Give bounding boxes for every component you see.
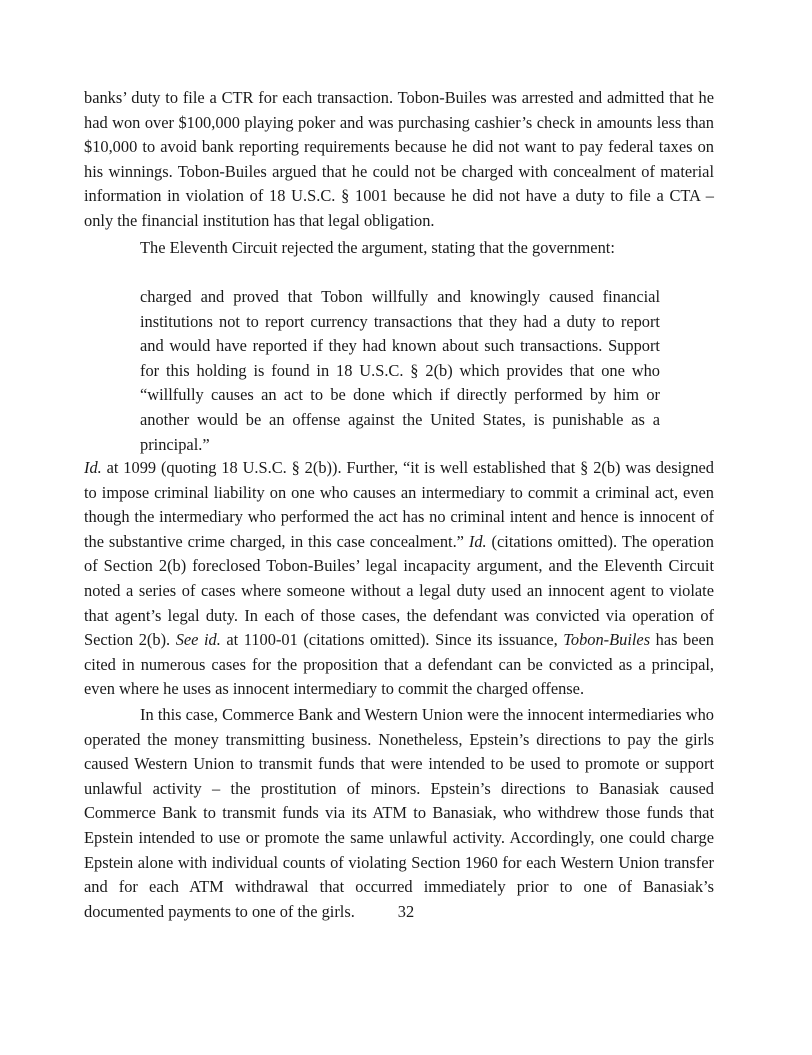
paragraph-section-2b-analysis [84,456,714,702]
paragraph-commerce-bank-western-union: In this case, Commerce Bank and Western Union were the innocent intermediaries who operated the money transmitting business. Nonetheless, Epstein’s directions to pay the girls caused Western Union to transmit funds that were intended to be used to promote or support unlawful activity – the prostitution of minors. Epstein’s directions to Banasiak caused Commerce Bank to transmit funds via its ATM to Banasiak, who withdrew those funds that Epstein intended to use or promote the same unlawful activity. Accordingly, one could charge Epstein alone with individual counts of violating Section 1960 for each Western Union transfer and for each ATM withdrawal that occurred immediately prior to one of Banasiak’s documented payments to one of the girls. [84,705,714,921]
block-quote: charged and proved that Tobon willfully and knowingly caused financial institutions not to report currency transactions that they had a duty to report and would have reported if they had known about such transactions. Support for this holding is found in 18 U.S.C. § 2(b) which provides that one who “willfully causes an act to be done which if directly performed by him or another would be an offense against the United States, is punishable as a principal.” [140,287,660,454]
citation-id-2: Id. [468,531,487,551]
page-number: 32 [397,902,415,921]
citation-id-1: Id. [84,458,102,477]
analysis-text-4: has been cited in numerous cases for the proposition that a defendant can be convicted as a principal, even where he uses as innocent intermediary to commit the charged offense. [84,630,714,699]
analysis-text-3: at 1100-01 (citations omitted). Since its issuance, [220,630,564,650]
citation-see-id: See id. [175,630,221,650]
case-name: Tobon-Builes [563,630,651,650]
paragraph-tobon-builes-facts: banks’ duty to file a CTR for each transaction. Tobon-Builes was arrested and admitted that he had won over $100,000 playing poker and was purchasing cashier’s check in amounts less than $10,000 to avoid bank reporting requirements because he did not want to pay federal taxes on his winnings. Tobon-Builes argued that he could not be charged with concealment of material information in violation of 18 U.S.C. § 1001 because he did not have a duty to file a CTA – only the financial institution has that legal obligation. [84,88,714,230]
paragraph-eleventh-circuit-intro: The Eleventh Circuit rejected the argument, stating that the government: [140,238,615,257]
analysis-text-2: (citations omitted). The operation of Section 2(b) foreclosed Tobon-Builes’ legal incapacity argument, and the Eleventh Circuit noted a series of cases where someone without a legal duty used an innocent agent to violate that agent’s legal duty. In each of those cases, the defendant was convicted via operation of Section 2(b). [84,531,714,650]
analysis-text-1: at 1099 (quoting 18 U.S.C. § 2(b)). Further, “it is well established that § 2(b) was designed to impose criminal liability on one who causes an intermediary to commit a criminal act, even though the intermediary who performed the act has no criminal intent and hence is innocent of the substantive crime charged, in this case concealment.” [84,458,714,551]
